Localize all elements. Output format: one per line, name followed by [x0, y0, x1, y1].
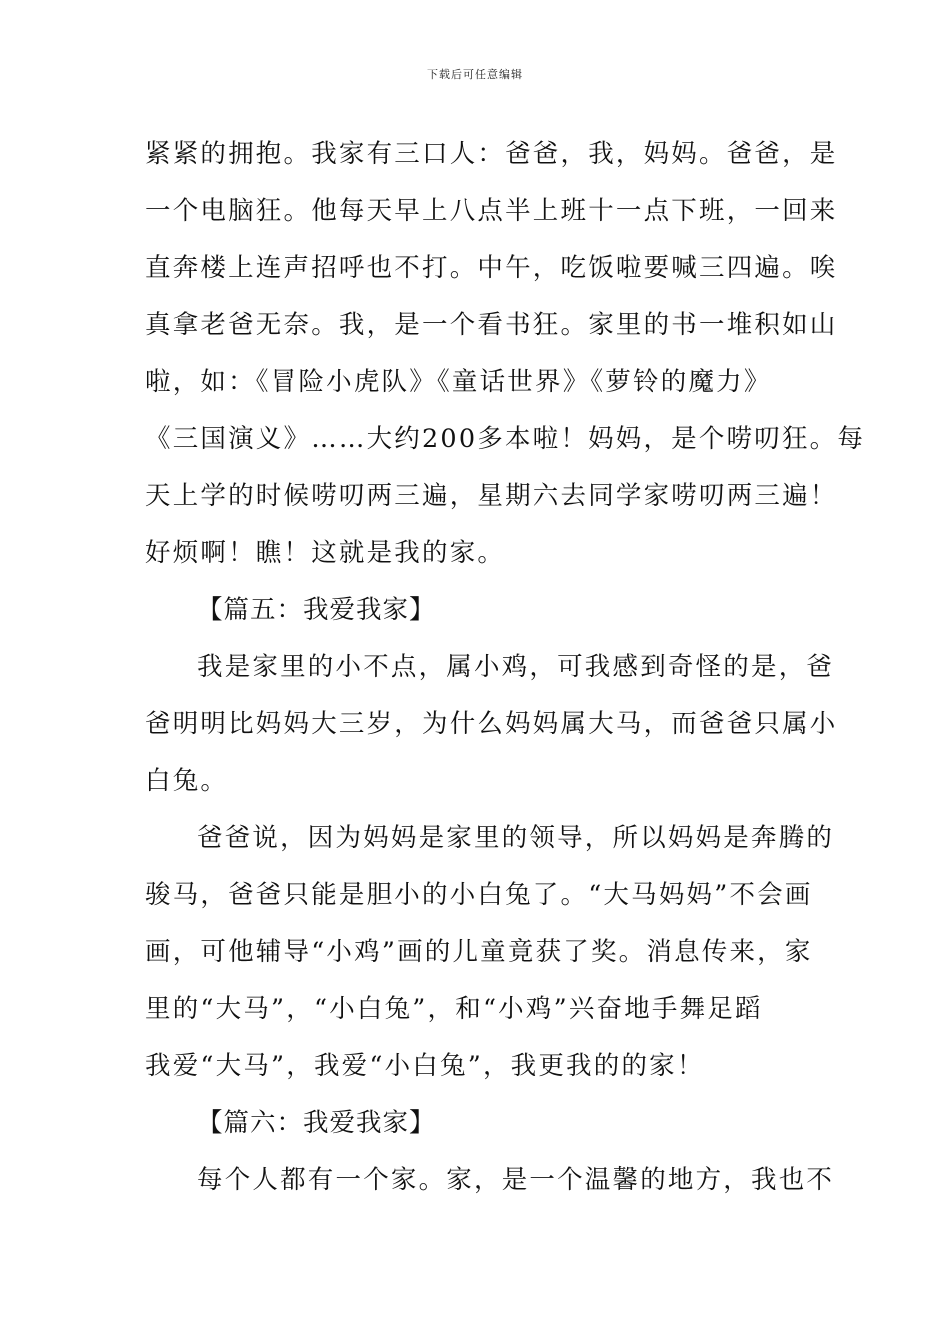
paragraph-start-line: 我是家里的小不点，属小鸡，可我感到奇怪的是，爸 — [197, 652, 835, 682]
text-line: 啦，如：《冒险小虎队》《童话世界》《萝铃的魔力》 — [145, 367, 772, 397]
text-line: 天上学的时候唠叨两三遍，星期六去同学家唠叨两三遍！ — [145, 481, 838, 511]
text-line: 画，可他辅导“小鸡”画的儿童竟获了奖。消息传来，家 — [145, 937, 813, 967]
paragraph-start-line: 爸爸说，因为妈妈是家里的领导，所以妈妈是奔腾的 — [197, 823, 835, 853]
text-line: 里的“大马”，“小白兔”，和“小鸡”兴奋地手舞足蹈 — [145, 994, 763, 1024]
text-line: 好烦啊！瞧！这就是我的家。 — [145, 538, 506, 568]
text-line: 《三国演义》……大约200多本啦！妈妈，是个唠叨狂。每 — [145, 424, 866, 454]
text-line: 一个电脑狂。他每天早上八点半上班十一点下班，一回来 — [145, 196, 838, 226]
paragraph-start-line: 每个人都有一个家。家，是一个温馨的地方，我也不 — [197, 1165, 835, 1195]
text-line: 直奔楼上连声招呼也不打。中午，吃饭啦要喊三四遍。唉 — [145, 253, 838, 283]
section-heading: 【篇六：我爱我家】 — [197, 1108, 436, 1138]
text-line: 真拿老爸无奈。我，是一个看书狂。家里的书一堆积如山 — [145, 310, 838, 340]
document-body — [145, 126, 866, 1209]
section-heading: 【篇五：我爱我家】 — [197, 595, 436, 625]
text-line: 紧紧的拥抱。我家有三口人：爸爸，我，妈妈。爸爸，是 — [145, 139, 838, 169]
text-line: 爸明明比妈妈大三岁，为什么妈妈属大马，而爸爸只属小 — [145, 709, 838, 739]
text-line: 白兔。 — [145, 766, 229, 796]
text-line: 骏马，爸爸只能是胆小的小白兔了。“大马妈妈”不会画 — [145, 880, 813, 910]
page-header: 下载后可任意编辑 — [427, 68, 523, 81]
text-line: 我爱“大马”，我爱“小白兔”，我更我的的家！ — [145, 1051, 705, 1081]
